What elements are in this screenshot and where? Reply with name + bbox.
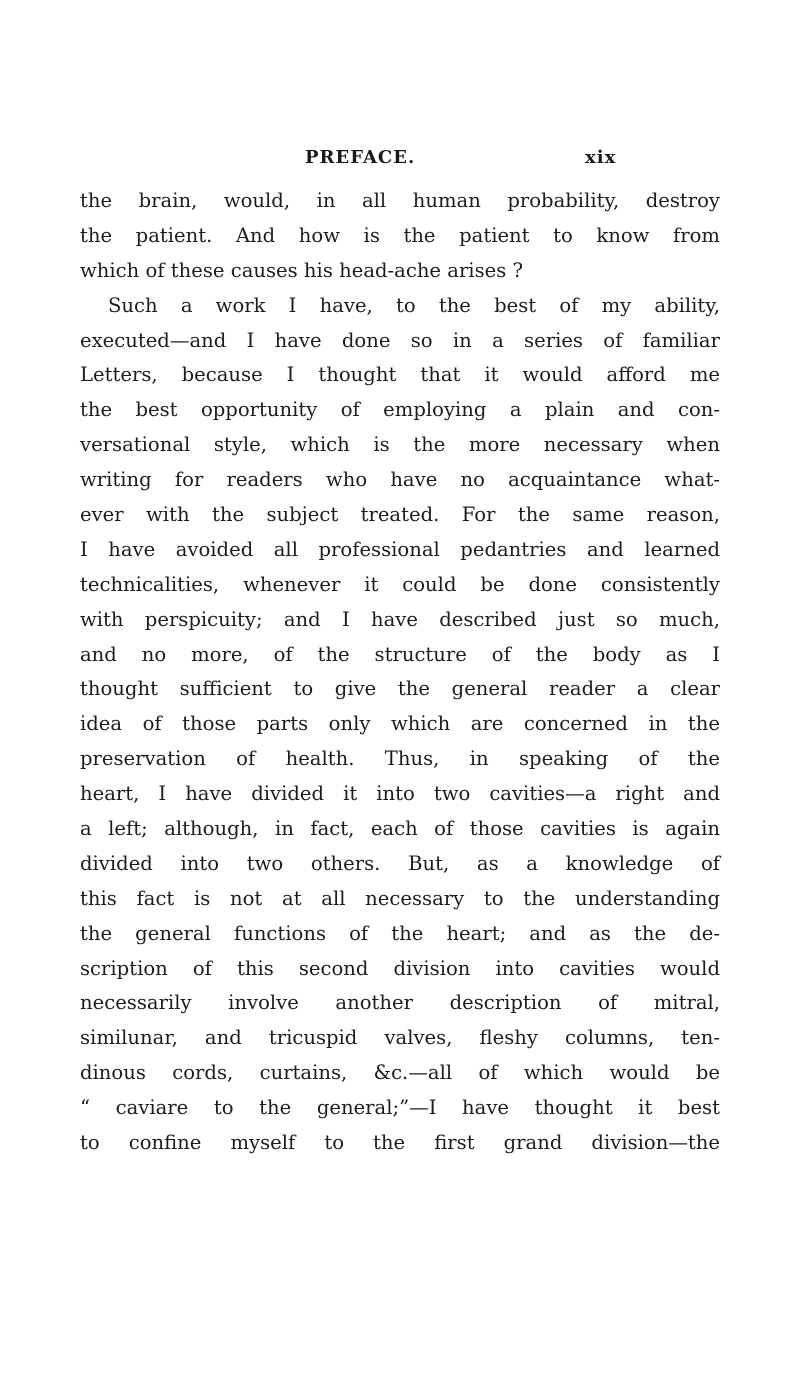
text-line: the general functions of the heart; and as the de- <box>80 921 720 945</box>
text-line: and no more, of the structure of the body as I <box>80 642 720 666</box>
text-line: to confine myself to the first grand division—the <box>80 1131 720 1155</box>
text-line: scription of this second division into cavities would <box>80 956 720 980</box>
text-line: the brain, would, in all human probability, destroy <box>80 189 720 212</box>
text-line: versational style, which is the more necessary when <box>80 433 720 457</box>
text-line: dinous cords, curtains, &c.—all of which would be <box>80 1061 720 1085</box>
text-line: idea of those parts only which are concerned in the <box>80 712 720 736</box>
text-line: writing for readers who have no acquaintance what- <box>80 468 720 492</box>
page-number: xix <box>585 147 617 168</box>
text-line: ever with the subject treated. For the same reason, <box>80 503 720 527</box>
text-line: this fact is not at all necessary to the understanding <box>80 886 720 910</box>
text-line: thought sufficient to give the general reader a clear <box>80 677 720 701</box>
text-line: Letters, because I thought that it would afford me <box>80 363 720 387</box>
text-line: similunar, and tricuspid valves, fleshy columns, ten- <box>80 1026 720 1050</box>
text-line: heart, I have divided it into two cavities—a right and <box>80 782 720 806</box>
text-line: executed—and I have done so in a series of familiar <box>80 328 720 352</box>
text-line: which of these causes his head-ache arises ? <box>80 258 524 282</box>
running-head <box>305 147 720 177</box>
running-title: PREFACE. <box>305 147 416 168</box>
text-line: necessarily involve another description of mitral, <box>80 991 720 1015</box>
text-line: preservation of health. Thus, in speaking of the <box>80 747 720 771</box>
text-line: “ caviare to the general;”—I have thought it best <box>80 1096 720 1120</box>
text-line: the best opportunity of employing a plain and con- <box>80 398 720 422</box>
text-line: the patient. And how is the patient to know from <box>80 223 720 247</box>
text-line: I have avoided all professional pedantries and learned <box>80 537 720 561</box>
text-line: technicalities, whenever it could be done consistently <box>80 572 720 596</box>
body-text <box>80 184 720 1161</box>
text-line: Such a work I have, to the best of my ability, <box>108 293 720 317</box>
text-line: divided into two others. But, as a knowledge of <box>80 851 720 875</box>
text-line: a left; although, in fact, each of those cavities is again <box>80 817 720 841</box>
text-line: with perspicuity; and I have described just so much, <box>80 607 720 631</box>
